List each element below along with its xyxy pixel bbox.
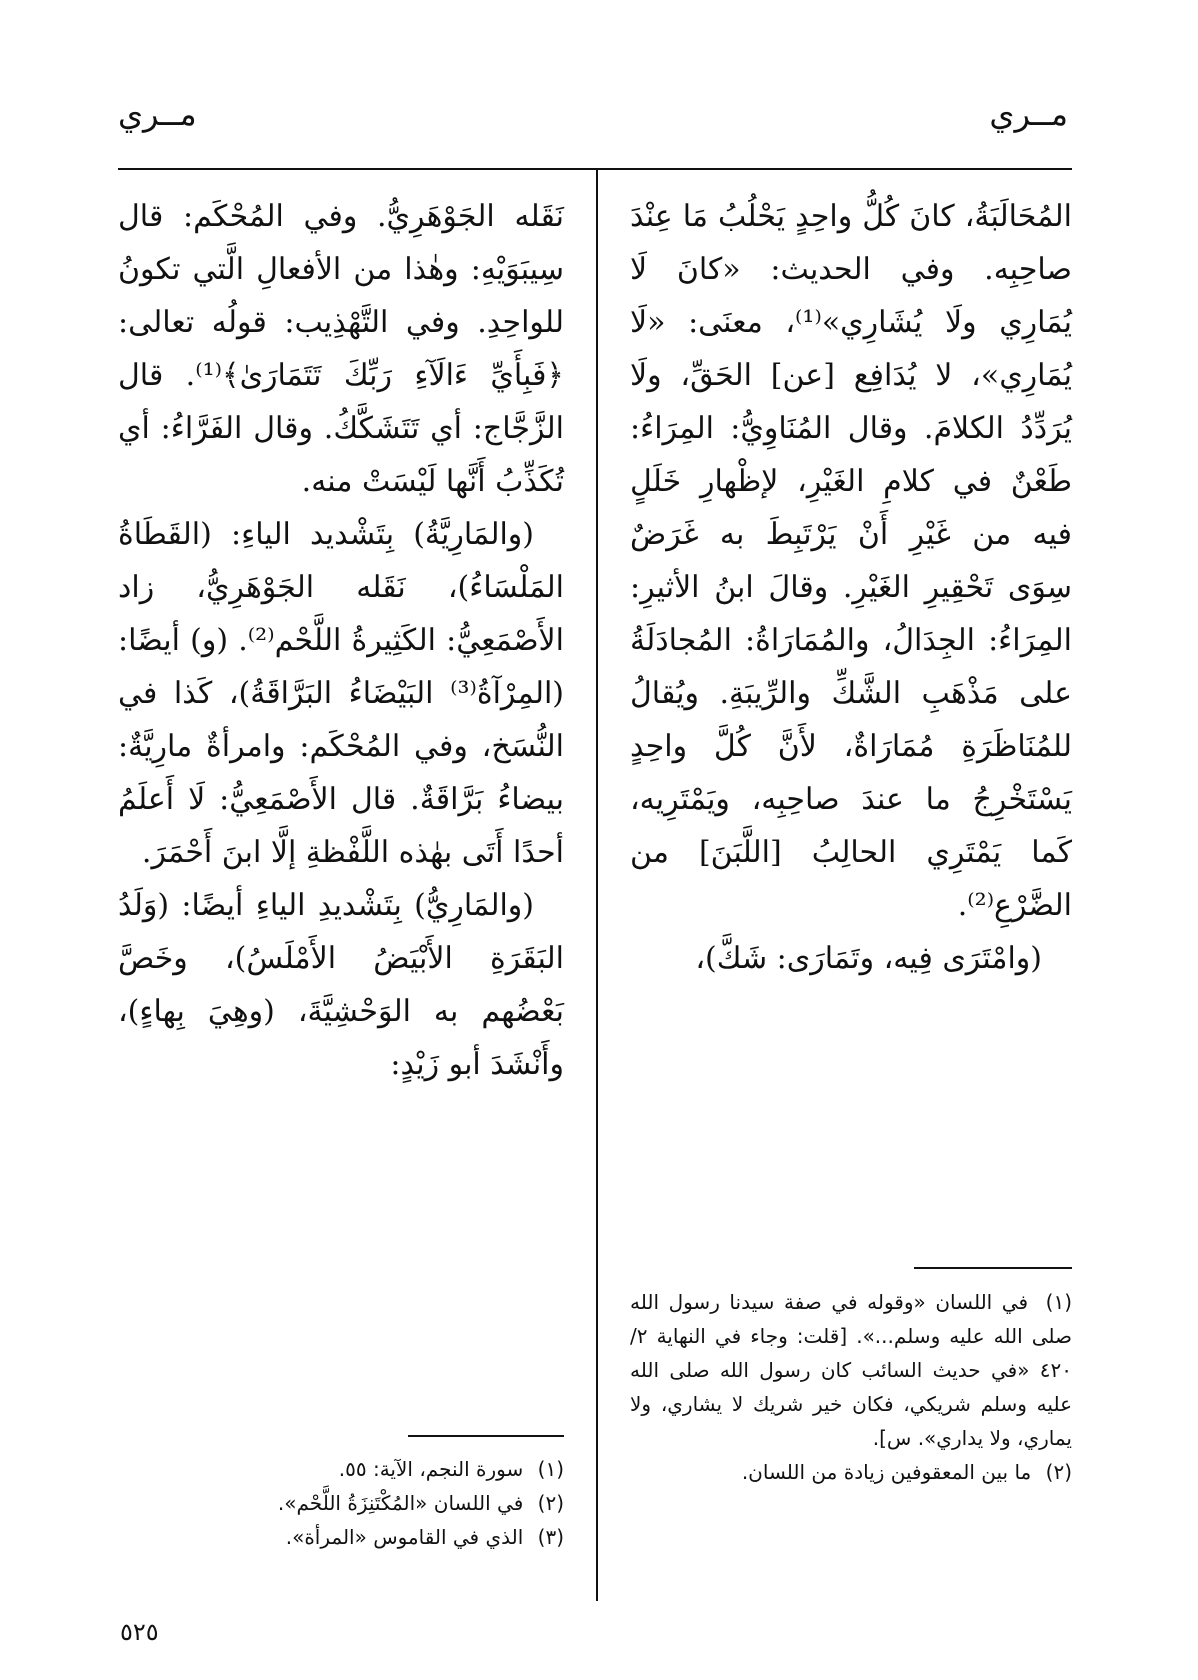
footnote-text: في اللسان «وقوله في صفة سيدنا رسول الله صلى الله عليه وسلم...». [قلت: وجاء في النهاية ٢/ ٤٢٠ «في حديث السائب كان رسول الله صلى الله عليه وسلم شريكي، فكان خير شريك لا يشاري، ولا يماري، ولا يداري». س]. [630,1290,1072,1450]
left-column [118,190,564,1091]
footnote-text: ما بين المعقوفين زيادة من اللسان. [741,1460,1032,1484]
page-number: ٥٢٥ [120,1618,159,1646]
right-column-paragraph: (وامْتَرَى فِيه، وتَمَارَى: شَكَّ)، [695,941,1042,976]
left-column-paragraph: (والمَارِيَّةُ) بِتَشْديد الياءِ: (القَطَاةُ المَلْسَاءُ)، نَقَله الجَوْهَرِيُّ، زاد الأَصْمَعِيُّ: الكَثِيرةُ اللَّحْم⁽²⁾. (و) أيضًا: (المِرْآةُ⁽³⁾ البَيْضَاءُ البَرَّاقَةُ)، كَذا في النُّسَخ، وفي المُحْكَم: وامرأةٌ مارِيَّةٌ: بيضاءُ بَرَّاقَةٌ. قال الأَصْمَعِيُّ: لَا أَعلَمُ أحدًا أَتَى بهٰذه اللَّفْظةِ إلَّا ابنَ أَحْمَرَ. [118,517,564,870]
column-divider [596,168,598,1601]
footnote-number: (٢) [1045,1460,1072,1484]
footnote-separator-left [408,1435,564,1437]
footnotes-right [630,1285,1072,1489]
footnote-text: في اللسان «المُكْتَنِزَةُ اللَّحْم». [277,1491,524,1515]
footnote-text: الذي في القاموس «المرأة». [285,1525,524,1549]
footnote-number: (٢) [537,1491,564,1515]
footnote-text: سورة النجم، الآية: ٥٥. [338,1457,524,1481]
footnote [118,1452,564,1486]
footnotes-left [118,1452,564,1554]
right-column-paragraph: المُحَالَبَةُ، كانَ كُلُّ واحِدٍ يَحْلُبُ مَا عِنْدَ صاحِبِه. وفي الحديث: «كانَ لَا يُمَارِي ولَا يُشَارِي»⁽¹⁾، معنَى: «لَا يُمَارِي»، لا يُدَافِع [عن] الحَقِّ، ولَا يُرَدِّدُ الكلامَ. وقال المُنَاوِيُّ: المِرَاءُ: طَعْنٌ في كلامِ الغَيْرِ، لإظْهارِ خَلَلٍ فيه من غَيْرِ أَنْ يَرْتَبِطَ به غَرَضٌ سِوَى تَحْقِيرِ الغَيْرِ. وقالَ ابنُ الأثيرِ: المِرَاءُ: الجِدَالُ، والمُمَارَاةُ: المُجادَلَةُ على مَذْهَبِ الشَّكِّ والرِّيبَةِ. ويُقالُ للمُنَاظَرَةِ مُمَارَاةٌ، لأَنَّ كُلَّ واحِدٍ يَسْتَخْرِجُ ما عندَ صاحِبِه، ويَمْتَرِيه، كَما يَمْتَرِي الحالِبُ [اللَّبَنَ] من الضَّرْعِ⁽²⁾. [630,199,1072,923]
footnote [630,1285,1072,1455]
footnote [118,1486,564,1520]
footnote [630,1455,1072,1489]
header-rule [118,168,1072,170]
footnote [118,1520,564,1554]
footnote-number: (١) [537,1457,564,1481]
footnote-separator-right [914,1267,1072,1269]
running-head-left: مــري [118,95,197,133]
footnote-number: (٣) [537,1525,564,1549]
left-column-paragraph: نَقَله الجَوْهَرِيُّ. وفي المُحْكَم: قال سِيبَوَيْهِ: وهٰذا من الأفعالِ الَّتي تكونُ للواحِدِ. وفي التَّهْذِيب: قولُه تعالى: ﴿فَبِأَيِّ ءَالَآءِ رَبِّكَ تَتَمَارَىٰ﴾⁽¹⁾. قال الزَّجَّاج: أي تَتَشَكَّكُ. وقال الفَرَّاءُ: أي تُكَذِّبُ أَنَّها لَيْسَتْ منه. [118,199,565,499]
left-column-paragraph: (والمَارِيُّ) بِتَشْديدِ الياءِ أيضًا: (وَلَدُ البَقَرَةِ الأَبْيَضُ الأَمْلَسُ)، وخَصَّ بَعْضُهم به الوَحْشِيَّةَ، (وهِيَ بِهاءٍ)، وأَنْشَدَ أبو زَيْدٍ: [118,888,564,1082]
running-head-right: مــري [989,95,1068,133]
footnote-number: (١) [1045,1290,1072,1314]
right-column [630,190,1072,985]
